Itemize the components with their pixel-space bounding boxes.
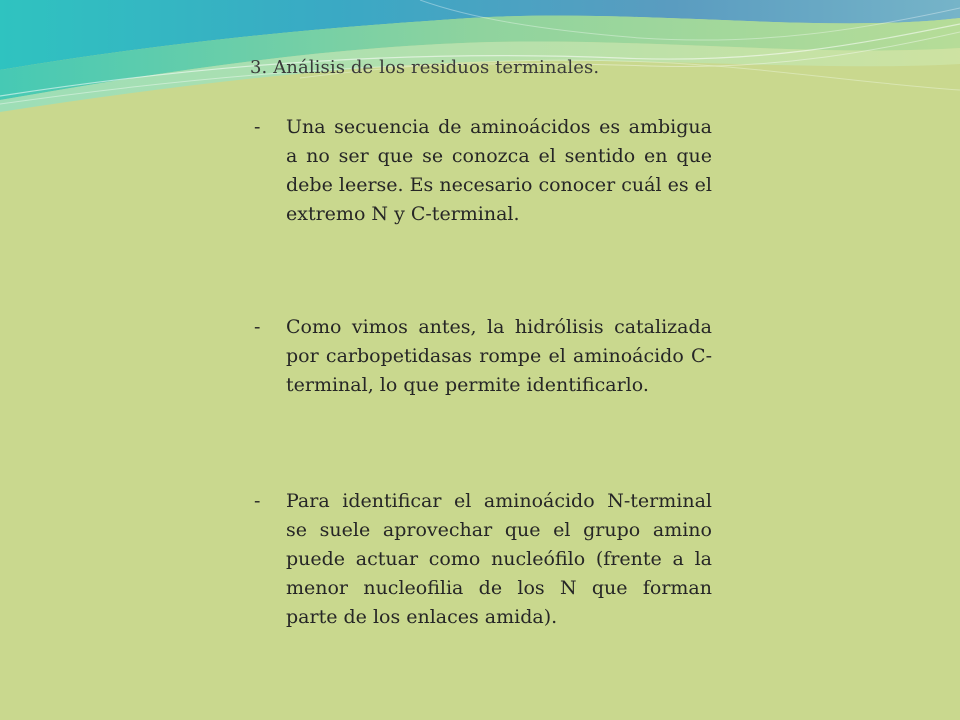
bullet-text: Una secuencia de aminoácidos es ambigua a no ser que se conozca el sentido en que debe leerse. Es necesario conocer cuál es el extremo N y C-terminal.: [286, 116, 712, 225]
bullet-marker: -: [254, 116, 261, 138]
bullet-item: [250, 113, 712, 229]
bullet-list: [250, 487, 712, 632]
bullet-item: [250, 313, 712, 400]
slide-heading: 3. Análisis de los residuos terminales.: [250, 57, 600, 78]
bullet-text: Como vimos antes, la hidrólisis catalizada por carbopetidasas rompe el aminoácido C-terminal, lo que permite identificarlo.: [286, 316, 712, 396]
bullet-text: Para identificar el aminoácido N-terminal se suele aprovechar que el grupo amino puede actuar como nucleófilo (frente a la menor nucleofilia de los N que forman parte de los enlaces amida).: [286, 490, 712, 628]
bullet-marker: -: [254, 490, 261, 512]
bullet-list: [250, 113, 712, 229]
bullet-marker: -: [254, 316, 261, 338]
bullet-item: [250, 487, 712, 632]
bullet-list: [250, 313, 712, 400]
